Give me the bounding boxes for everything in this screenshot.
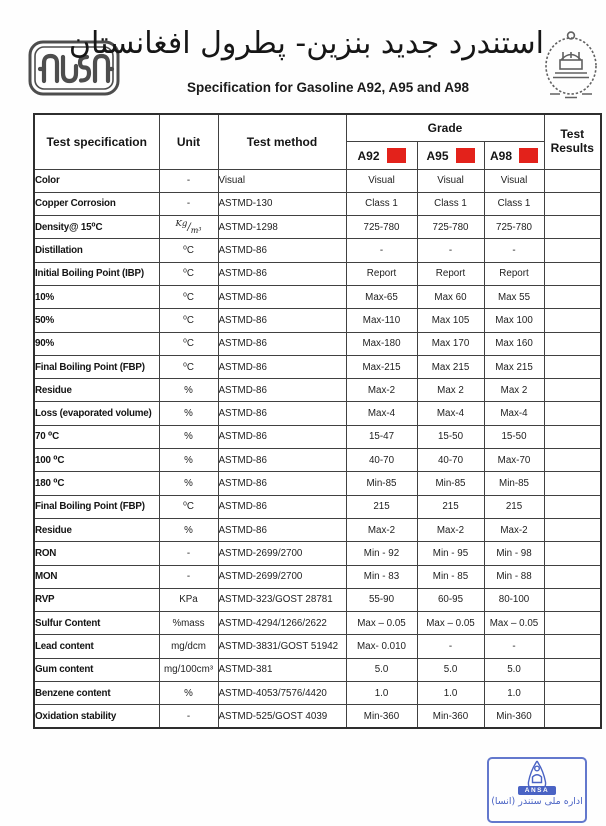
unit-cell: %	[159, 449, 218, 472]
spec-cell: 180 ⁰C	[34, 472, 159, 495]
unit-cell: mg/dcm	[159, 635, 218, 658]
table-row	[34, 682, 601, 705]
method-cell: ASTMD-86	[218, 332, 346, 355]
grade-a98-cell: Max 215	[484, 355, 544, 378]
result-cell	[544, 658, 601, 681]
method-cell: ASTMD-86	[218, 518, 346, 541]
col-header-unit: Unit	[159, 114, 218, 169]
grade-a98-cell: Max 100	[484, 309, 544, 332]
grade-a92-cell: 215	[346, 495, 417, 518]
table-row	[34, 309, 601, 332]
unit-cell: %	[159, 425, 218, 448]
grade-a92-cell: 55-90	[346, 588, 417, 611]
spec-cell: 90%	[34, 332, 159, 355]
grade-a98-cell: 15-50	[484, 425, 544, 448]
grade-a92-cell: Max-110	[346, 309, 417, 332]
grade-a95-cell: 15-50	[417, 425, 484, 448]
grade-a98-cell: Min - 88	[484, 565, 544, 588]
spec-cell: Sulfur Content	[34, 612, 159, 635]
grade-a92-cell: Max-4	[346, 402, 417, 425]
table-row	[34, 262, 601, 285]
grade-a92-cell: 15-47	[346, 425, 417, 448]
result-cell	[544, 542, 601, 565]
grade-a95-cell: 725-780	[417, 216, 484, 239]
table-row	[34, 285, 601, 308]
spec-cell: Gum content	[34, 658, 159, 681]
unit-cell: KPa	[159, 588, 218, 611]
method-cell: ASTMD-525/GOST 4039	[218, 705, 346, 728]
grade-a98-cell: 215	[484, 495, 544, 518]
stamp-text-fa: اداره ملی ستندر (انسا)	[491, 796, 583, 807]
spec-cell: 100 ⁰C	[34, 449, 159, 472]
grade-a92-cell: -	[346, 239, 417, 262]
method-cell: ASTMD-86	[218, 285, 346, 308]
spec-table-body	[34, 169, 601, 728]
grade-a95-cell: 215	[417, 495, 484, 518]
grade-red-mark	[519, 148, 538, 163]
unit-cell: -	[159, 705, 218, 728]
result-cell	[544, 495, 601, 518]
unit-cell: ⁰C	[159, 495, 218, 518]
page-title-fa: استندرد جدید بنزین- پطرول افغانستان	[68, 26, 544, 61]
result-cell	[544, 402, 601, 425]
grade-a92-cell: Max-180	[346, 332, 417, 355]
grade-a98-cell: 5.0	[484, 658, 544, 681]
grade-a95-cell: Class 1	[417, 192, 484, 215]
result-cell	[544, 705, 601, 728]
spec-cell: 70 ⁰C	[34, 425, 159, 448]
grade-a95-cell: Max-4	[417, 402, 484, 425]
stamp-ansa-banner: ANSA	[518, 786, 556, 795]
method-cell: ASTMD-86	[218, 425, 346, 448]
grade-a92-cell: Max-2	[346, 379, 417, 402]
grade-a98-cell: Max-4	[484, 402, 544, 425]
grade-a95-label: A95	[426, 148, 449, 163]
grade-a95-cell: 40-70	[417, 449, 484, 472]
unit-cell: ⁰C	[159, 332, 218, 355]
result-cell	[544, 518, 601, 541]
grade-a95-cell: Max 105	[417, 309, 484, 332]
spec-cell: Oxidation stability	[34, 705, 159, 728]
grade-a92-cell: Min-85	[346, 472, 417, 495]
grade-a98-cell: Min - 98	[484, 542, 544, 565]
grade-a92-cell: 40-70	[346, 449, 417, 472]
method-cell: ASTMD-4294/1266/2622	[218, 612, 346, 635]
unit-cell: %mass	[159, 612, 218, 635]
grade-a92-cell: Visual	[346, 169, 417, 192]
grade-a95-cell: 5.0	[417, 658, 484, 681]
spec-cell: 10%	[34, 285, 159, 308]
result-cell	[544, 565, 601, 588]
spec-cell: Residue	[34, 379, 159, 402]
grade-a92-cell: 5.0	[346, 658, 417, 681]
method-cell: ASTMD-2699/2700	[218, 565, 346, 588]
unit-cell: ⁰C	[159, 239, 218, 262]
table-row	[34, 495, 601, 518]
table-row	[34, 588, 601, 611]
grade-a98-cell: Max-70	[484, 449, 544, 472]
grade-a95-cell: 60-95	[417, 588, 484, 611]
grade-a98-cell: Max 2	[484, 379, 544, 402]
grade-a92-cell: Min-360	[346, 705, 417, 728]
spec-table	[33, 113, 602, 729]
result-cell	[544, 285, 601, 308]
grade-a98-cell: -	[484, 635, 544, 658]
spec-cell: Final Boiling Point (FBP)	[34, 495, 159, 518]
method-cell: ASTMD-86	[218, 402, 346, 425]
spec-cell: Final Boiling Point (FBP)	[34, 355, 159, 378]
grade-a98-cell: Visual	[484, 169, 544, 192]
grade-a92-label: A92	[357, 148, 380, 163]
grade-a92-cell: Max – 0.05	[346, 612, 417, 635]
grade-a98-cell: Max 160	[484, 332, 544, 355]
unit-cell: %	[159, 379, 218, 402]
spec-cell: Distillation	[34, 239, 159, 262]
table-header-row	[34, 114, 601, 141]
grade-a98-cell: Class 1	[484, 192, 544, 215]
grade-a92-cell: Min - 92	[346, 542, 417, 565]
unit-cell: -	[159, 565, 218, 588]
grade-a98-cell: 725-780	[484, 216, 544, 239]
table-row	[34, 565, 601, 588]
result-cell	[544, 192, 601, 215]
unit-cell: ⁰C	[159, 355, 218, 378]
unit-cell: %	[159, 682, 218, 705]
method-cell: ASTMD-86	[218, 239, 346, 262]
grade-a95-cell: Min - 95	[417, 542, 484, 565]
result-cell	[544, 379, 601, 402]
result-cell	[544, 588, 601, 611]
spec-cell: Benzene content	[34, 682, 159, 705]
ansa-stamp	[487, 757, 587, 823]
result-cell	[544, 472, 601, 495]
page-subtitle: Specification for Gasoline A92, A95 and A98	[186, 80, 470, 95]
method-cell: ASTMD-86	[218, 495, 346, 518]
table-row	[34, 449, 601, 472]
unit-cell: %	[159, 518, 218, 541]
method-cell: ASTMD-86	[218, 355, 346, 378]
spec-cell: RON	[34, 542, 159, 565]
grade-a98-cell: Max-2	[484, 518, 544, 541]
unit-cell: mg/100cm³	[159, 658, 218, 681]
table-row	[34, 425, 601, 448]
table-row	[34, 239, 601, 262]
table-row	[34, 192, 601, 215]
grade-a98-cell: Report	[484, 262, 544, 285]
grade-a95-cell: Max – 0.05	[417, 612, 484, 635]
grade-a95-cell: Min-360	[417, 705, 484, 728]
spec-cell: Lead content	[34, 635, 159, 658]
grade-a98-header	[484, 141, 544, 169]
afghanistan-emblem-icon	[541, 28, 601, 108]
table-row	[34, 216, 601, 239]
unit-cell: %	[159, 472, 218, 495]
grade-a95-cell: -	[417, 635, 484, 658]
grade-a92-cell: Min - 83	[346, 565, 417, 588]
table-row	[34, 332, 601, 355]
method-cell: ASTMD-323/GOST 28781	[218, 588, 346, 611]
unit-cell: ⁰C	[159, 309, 218, 332]
grade-a98-cell: Max – 0.05	[484, 612, 544, 635]
grade-a95-cell: Max 215	[417, 355, 484, 378]
unit-cell: -	[159, 192, 218, 215]
result-cell	[544, 332, 601, 355]
method-cell: ASTMD-3831/GOST 51942	[218, 635, 346, 658]
grade-a92-cell: Max-2	[346, 518, 417, 541]
method-cell: ASTMD-2699/2700	[218, 542, 346, 565]
unit-cell: -	[159, 169, 218, 192]
col-header-grade: Grade	[346, 114, 544, 141]
unit-cell: ⁰C	[159, 262, 218, 285]
grade-a95-cell: 1.0	[417, 682, 484, 705]
grade-a92-cell: Max-215	[346, 355, 417, 378]
result-cell	[544, 425, 601, 448]
table-row	[34, 379, 601, 402]
result-cell	[544, 449, 601, 472]
col-header-test-specification: Test specification	[34, 114, 159, 169]
method-cell: ASTMD-86	[218, 262, 346, 285]
grade-a95-cell: Min - 85	[417, 565, 484, 588]
method-cell: ASTMD-86	[218, 449, 346, 472]
grade-a98-cell: Min-360	[484, 705, 544, 728]
method-cell: ASTMD-86	[218, 309, 346, 332]
table-row	[34, 635, 601, 658]
table-row	[34, 402, 601, 425]
spec-cell: Loss (evaporated volume)	[34, 402, 159, 425]
col-header-test-results: Test Results	[544, 114, 601, 169]
unit-cell: %	[159, 402, 218, 425]
spec-cell: Color	[34, 169, 159, 192]
grade-a95-cell: Max 170	[417, 332, 484, 355]
method-cell: ASTMD-4053/7576/4420	[218, 682, 346, 705]
method-cell: ASTMD-381	[218, 658, 346, 681]
unit-cell: $Kg/_{m^3}$	[159, 216, 218, 239]
grade-a95-cell: Max-2	[417, 518, 484, 541]
result-cell	[544, 169, 601, 192]
grade-a92-cell: 1.0	[346, 682, 417, 705]
spec-cell: Copper Corrosion	[34, 192, 159, 215]
spec-cell: Residue	[34, 518, 159, 541]
grade-red-mark	[387, 148, 406, 163]
method-cell: Visual	[218, 169, 346, 192]
spec-cell: Initial Boiling Point (IBP)	[34, 262, 159, 285]
grade-a98-cell: Max 55	[484, 285, 544, 308]
table-row	[34, 355, 601, 378]
grade-a95-header	[417, 141, 484, 169]
grade-a92-cell: Max- 0.010	[346, 635, 417, 658]
table-row	[34, 472, 601, 495]
grade-a98-cell: 80-100	[484, 588, 544, 611]
grade-a95-cell: Visual	[417, 169, 484, 192]
table-row	[34, 658, 601, 681]
grade-a92-cell: Class 1	[346, 192, 417, 215]
method-cell: ASTMD-86	[218, 472, 346, 495]
result-cell	[544, 612, 601, 635]
grade-a95-cell: -	[417, 239, 484, 262]
grade-red-mark	[456, 148, 475, 163]
col-header-test-method: Test method	[218, 114, 346, 169]
grade-a95-cell: Report	[417, 262, 484, 285]
result-cell	[544, 262, 601, 285]
grade-a92-cell: 725-780	[346, 216, 417, 239]
spec-cell: RVP	[34, 588, 159, 611]
result-cell	[544, 355, 601, 378]
grade-a92-cell: Report	[346, 262, 417, 285]
method-cell: ASTMD-130	[218, 192, 346, 215]
grade-a98-cell: Min-85	[484, 472, 544, 495]
grade-a92-cell: Max-65	[346, 285, 417, 308]
result-cell	[544, 682, 601, 705]
grade-a92-header	[346, 141, 417, 169]
table-row	[34, 612, 601, 635]
spec-cell: MON	[34, 565, 159, 588]
method-cell: ASTMD-1298	[218, 216, 346, 239]
spec-cell: Density@ 15⁰C	[34, 216, 159, 239]
table-row	[34, 705, 601, 728]
method-cell: ASTMD-86	[218, 379, 346, 402]
spec-cell: 50%	[34, 309, 159, 332]
table-row	[34, 542, 601, 565]
grade-a95-cell: Max 60	[417, 285, 484, 308]
grade-a98-cell: 1.0	[484, 682, 544, 705]
result-cell	[544, 309, 601, 332]
table-row	[34, 518, 601, 541]
grade-a95-cell: Max 2	[417, 379, 484, 402]
table-row	[34, 169, 601, 192]
result-cell	[544, 216, 601, 239]
grade-a98-label: A98	[490, 148, 513, 163]
result-cell	[544, 239, 601, 262]
grade-a98-cell: -	[484, 239, 544, 262]
grade-a95-cell: Min-85	[417, 472, 484, 495]
result-cell	[544, 635, 601, 658]
unit-cell: -	[159, 542, 218, 565]
unit-cell: ⁰C	[159, 285, 218, 308]
